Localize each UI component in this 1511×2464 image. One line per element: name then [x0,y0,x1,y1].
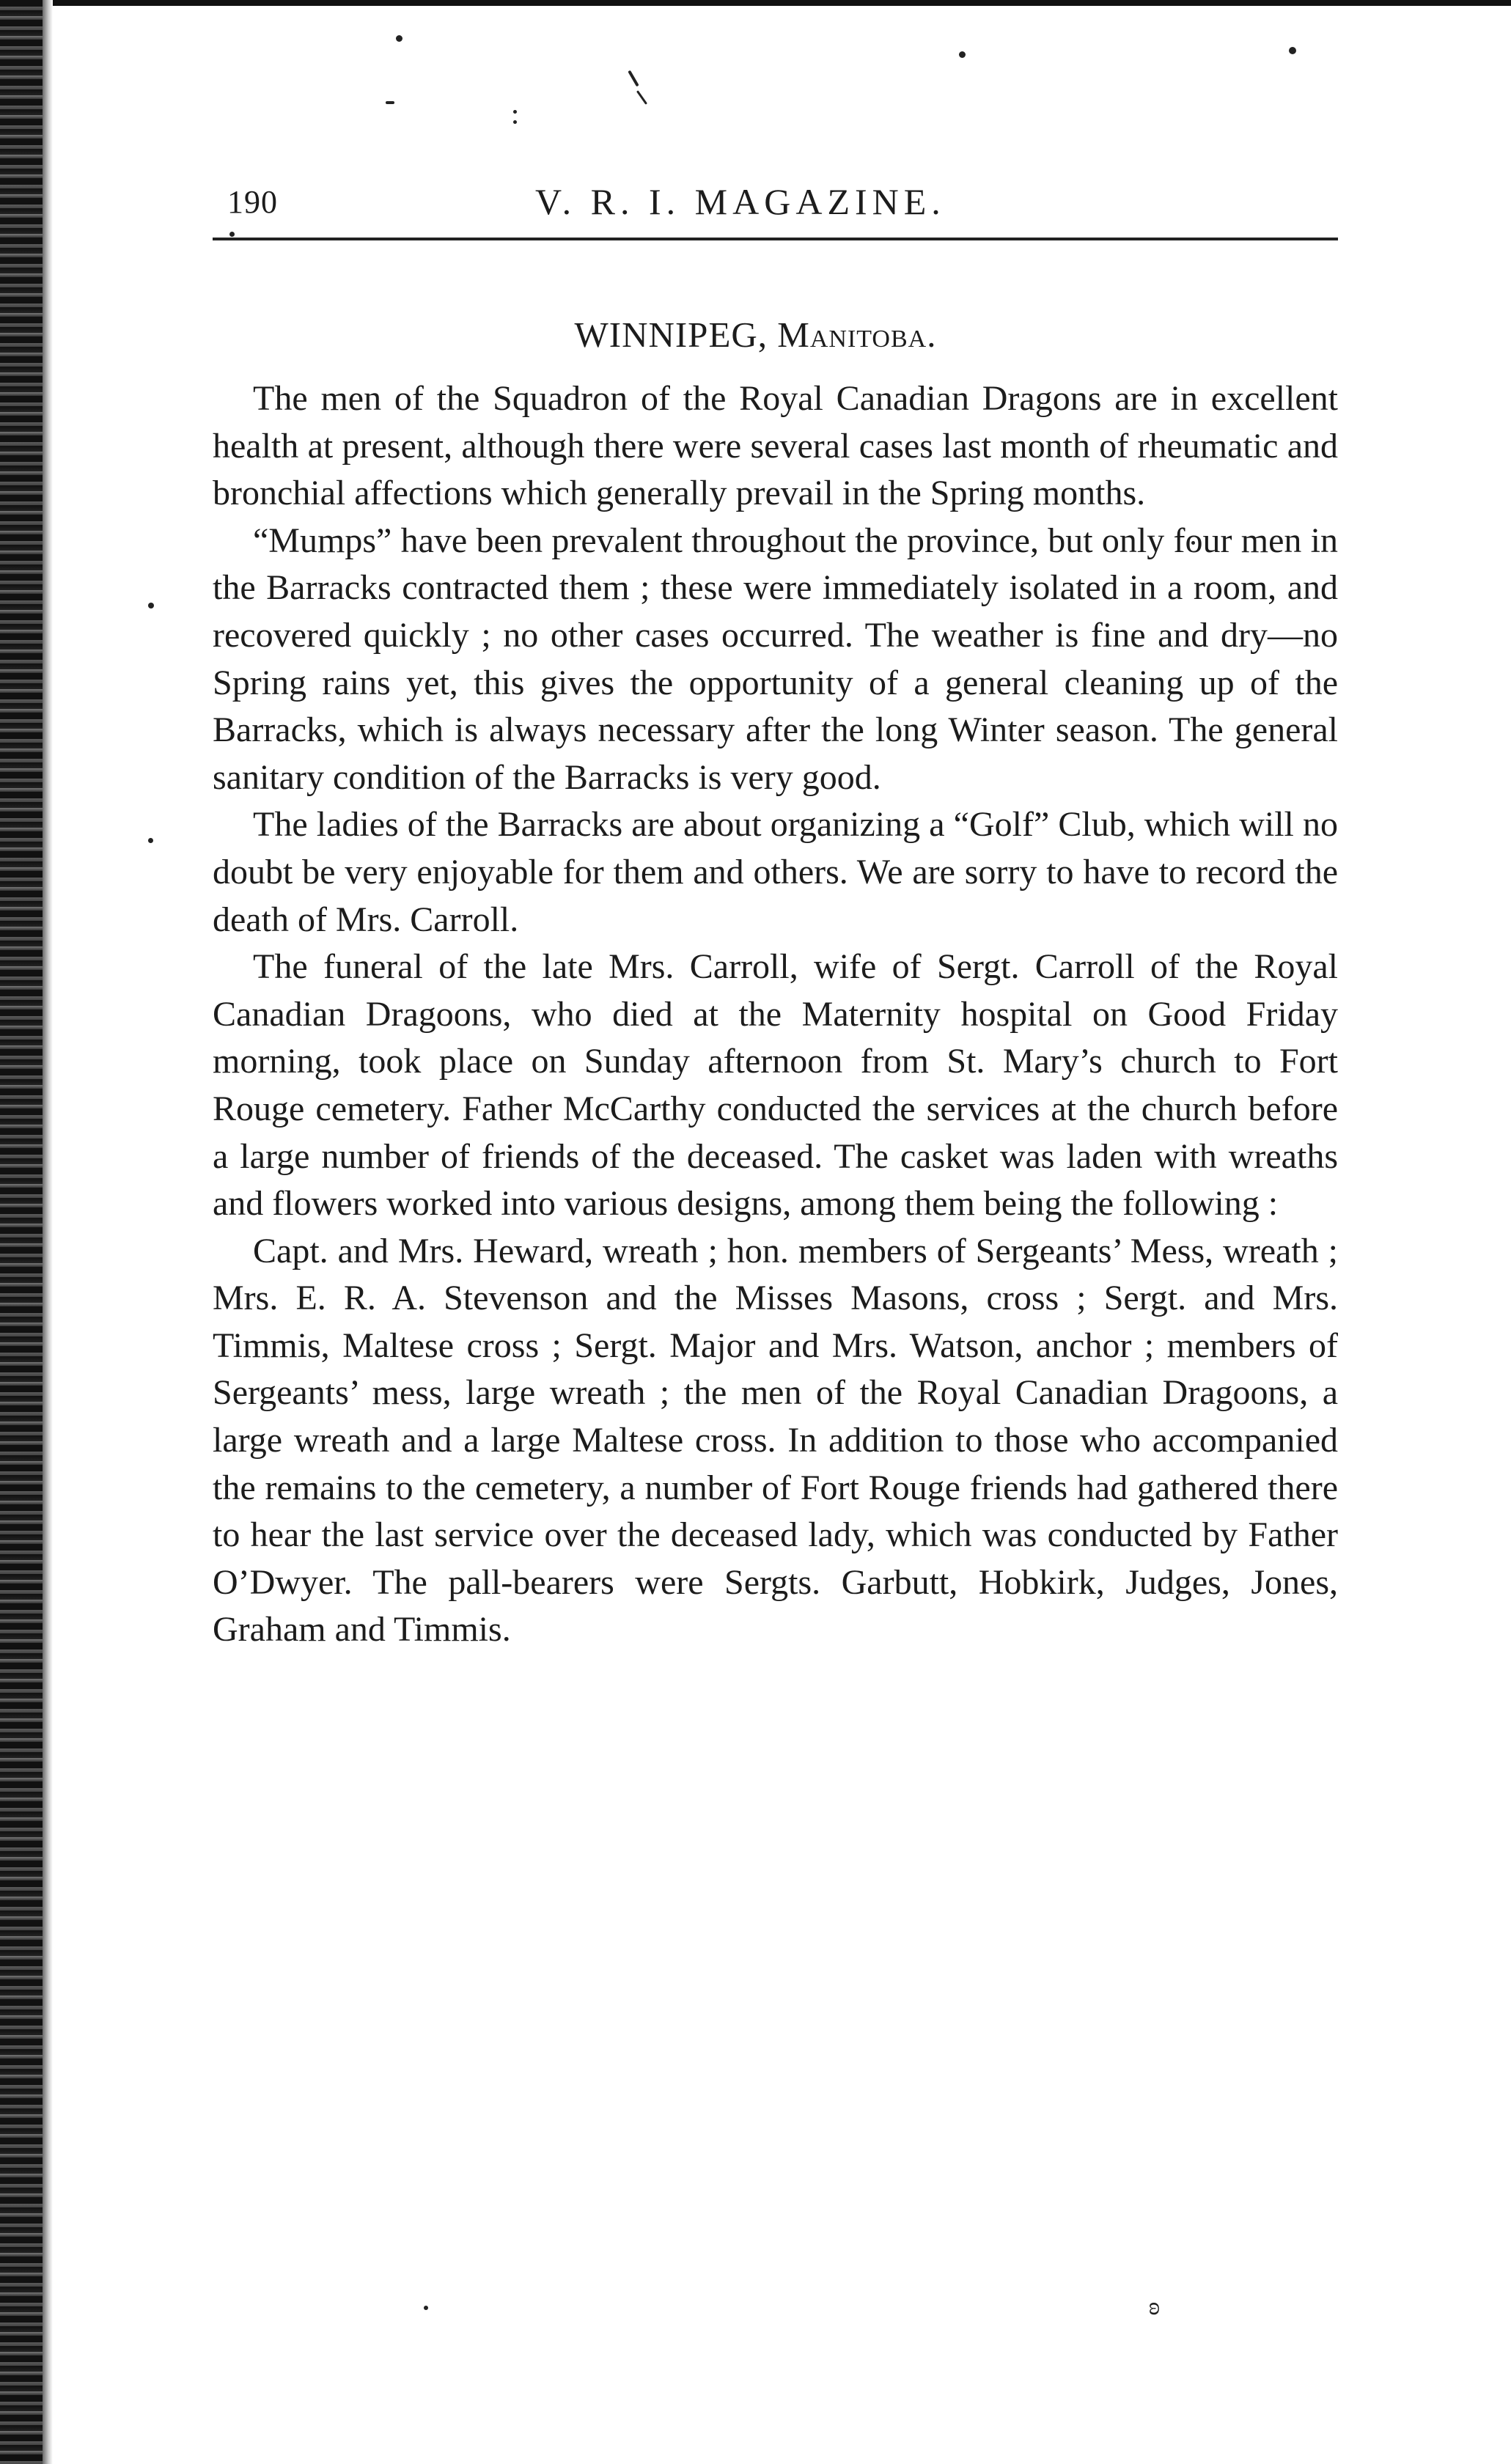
page-number: 190 [227,184,278,220]
binding-edge [0,0,43,2464]
heading-city: WINNIPEG, [574,315,768,355]
article-body [213,375,1338,1654]
running-head [213,176,1338,235]
scan-speck [1289,47,1296,54]
scan-speck [396,35,402,42]
scan-speck [513,120,517,124]
paragraph-mumps: “Mumps” have been prevalent throughout the province, but only four men in the Barracks contracted them ; these were immediately isolated in a room, and recovered quickly ; no other cases occurred. The weather is fine and dry—no Spring rains yet, this gives the opportunity of a general cleaning up of the Barracks, which is always necessary after the long Winter season. The general sanitary condition of the Barracks is very good. [213,521,1338,797]
paragraph-funeral: The funeral of the late Mrs. Carroll, wife of Sergt. Carroll of the Royal Canadian Dragoons, who died at the Maternity hospital on Good Friday morning, took place on Sunday afternoon from St. Mary’s church to Fort Rouge cemetery. Father McCarthy conducted the services at the church before a large number of friends of the deceased. The casket was laden with wreaths and flowers worked into various designs, among them being the following : [213,947,1338,1224]
scan-speck [628,70,639,87]
scan-speck [148,838,153,843]
scan-speck [386,101,394,104]
scan-speck [148,603,154,608]
binding-shadow [43,0,53,2464]
scan-speck [424,2306,428,2310]
page-top-edge [0,0,1511,6]
paragraph-wreaths: Capt. and Mrs. Heward, wreath ; hon. members of Sergeants’ Mess, wreath ; Mrs. E. R. A. Stevenson and the Misses Masons, cross ; Sergt. and Mrs. Timmis, Maltese cross ; Sergt. Major and Mrs. Watson, anchor ; members of Sergeants’ mess, large wreath ; the men of the Royal Canadian Dragoons, a large wreath and a large Maltese cross. In addition to those who accompanied the remains to the cemetery, a number of Fort Rouge friends had gathered there to hear the last service over the deceased lady, which was conducted by Father O’Dwyer. The pall-bearers were Sergts. Garbutt, Hobkirk, Judges, Jones, Graham and Timmis. [213,1231,1338,1650]
paragraph-golf-club: The ladies of the Barracks are about organizing a “Golf” Club, which will no doubt be very enjoyable for them and others. We are sorry to have to record the death of Mrs. Carroll. [213,805,1338,939]
magazine-title: V. R. I. MAGAZINE. [535,181,946,222]
paragraph-health: The men of the Squadron of the Royal Canadian Dragons are in excellent health at present, although there were several cases last month of rheumatic and bronchial affections which generally prevail in the Spring months. [213,379,1338,513]
header-rule [213,238,1338,240]
scan-speck [959,51,966,58]
scan-speck [636,90,647,105]
scan-speck [513,110,517,114]
section-heading [0,314,1511,356]
heading-province: Manitoba. [777,315,937,355]
signet-mark: ʚ [1149,2293,1161,2320]
